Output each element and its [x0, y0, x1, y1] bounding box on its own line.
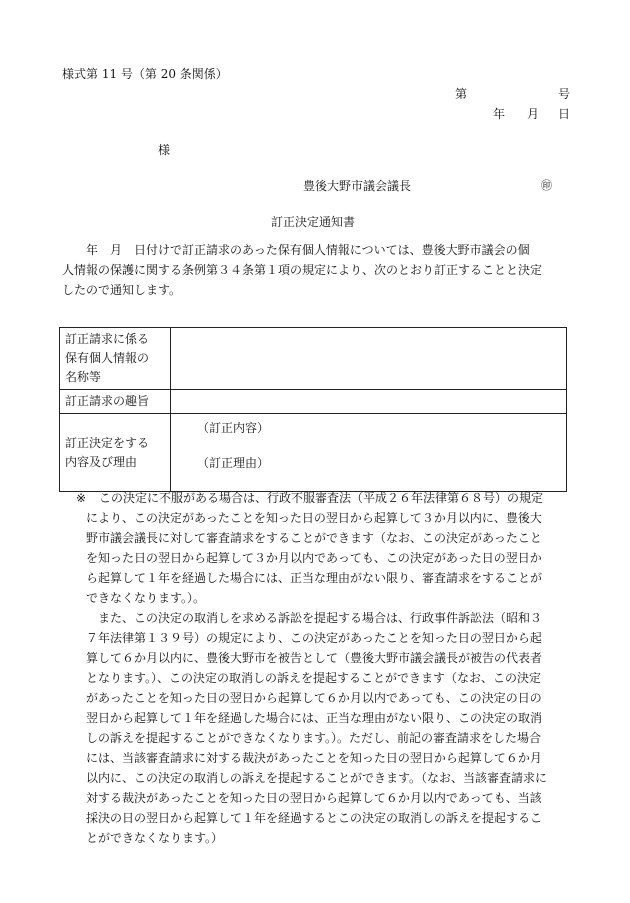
- note-line: 以内に、この決定の取消しの訴えを提起することができます。（なお、当該審査請求に: [86, 771, 548, 785]
- note-line: には、当該審査請求に対する裁決があったことを知った日の翌日から起算して６か月: [86, 751, 542, 765]
- table-row: [60, 328, 567, 390]
- correction-table: [59, 327, 567, 492]
- note-line: となります。）、この決定の取消しの訴えを提起することができます（なお、この決定: [86, 671, 542, 685]
- correction-content-label: （訂正内容）: [197, 421, 270, 435]
- value-decision-content[interactable]: [171, 414, 567, 492]
- body-line: したので通知します。: [62, 283, 182, 297]
- note-mark: ※: [76, 491, 87, 505]
- doc-number-prefix: 第: [455, 87, 468, 101]
- sender-name: 豊後大野市議会議長: [303, 179, 412, 193]
- note-line: 野市議会議長に対して審査請求をすることができます（なお、この決定があったこと: [86, 531, 542, 545]
- note-line: 採決の日の翌日から起算して１年を経過するとこの決定の取消しの訴えを提起するこ: [86, 811, 543, 825]
- note-line: しの訴えを提起することができなくなります。）。ただし、前記の審査請求をした場合: [86, 731, 542, 745]
- label-request-purpose: 訂正請求の趣旨: [60, 390, 171, 414]
- seal-mark: ㊞: [541, 179, 552, 192]
- notes-section: [62, 488, 572, 848]
- note-line: 翌日から起算して１年を経過した場合には、正当な理由がない限り、この決定の取消: [86, 711, 543, 725]
- value-request-purpose[interactable]: [171, 390, 567, 414]
- correction-reason-label: （訂正理由）: [197, 456, 270, 470]
- note-line: ７年法律第１３９号）の規定により、この決定があったことを知った日の翌日から起: [86, 631, 542, 645]
- note-line: があったことを知った日の翌日から起算して６か月以内であっても、この決定の日の: [86, 691, 542, 705]
- document-title: 訂正決定通知書: [271, 215, 356, 229]
- note-line: 対する裁決があったことを知った日の翌日から起算して６か月以内であっても、当該: [86, 791, 542, 805]
- note-appeal: [62, 488, 572, 608]
- note-line: また、この決定の取消しを求める訴訟を提起する場合は、行政事件訴訟法（昭和３: [98, 611, 543, 625]
- note-lawsuit: [62, 608, 572, 848]
- table-row: [60, 414, 567, 492]
- label-info-name: 訂正請求に係る 保有個人情報の 名称等: [60, 328, 171, 390]
- note-line: ら起算して１年を経過した場合には、正当な理由がない限り、審査請求をすることが: [86, 571, 543, 585]
- doc-number-suffix: 号: [558, 87, 571, 101]
- form-number: 様式第 11 号（第 20 条関係）: [62, 67, 228, 81]
- note-line: を知った日の翌日から起算して３か月以内であっても、この決定があった日の翌日か: [86, 551, 542, 565]
- body-paragraph: [62, 240, 574, 300]
- table-row: [60, 390, 567, 414]
- note-line: により、この決定があったことを知った日の翌日から起算して３か月以内に、豊後大: [86, 511, 542, 525]
- value-info-name[interactable]: [171, 328, 567, 390]
- addressee-suffix: 様: [158, 143, 171, 157]
- note-line: できなくなります。）。: [86, 591, 206, 605]
- note-line: この決定に不服がある場合は、行政不服審査法（平成２６年法律第６８号）の規定: [99, 491, 544, 505]
- label-decision-content: 訂正決定をする 内容及び理由: [60, 414, 171, 492]
- date-month: 月: [527, 107, 540, 121]
- body-line: 人情報の保護に関する条例第３４条第１項の規定により、次のとおり訂正することと決定: [62, 263, 543, 277]
- date-day: 日: [558, 107, 571, 121]
- body-line: 年 月 日付けで訂正請求のあった保有個人情報については、豊後大野市議会の個: [62, 243, 530, 257]
- note-line: 算して６か月以内に、豊後大野市を被告として（豊後大野市議会議長が被告の代表者: [86, 651, 543, 665]
- date-year: 年: [493, 107, 506, 121]
- note-line: とができなくなります。）: [86, 831, 224, 845]
